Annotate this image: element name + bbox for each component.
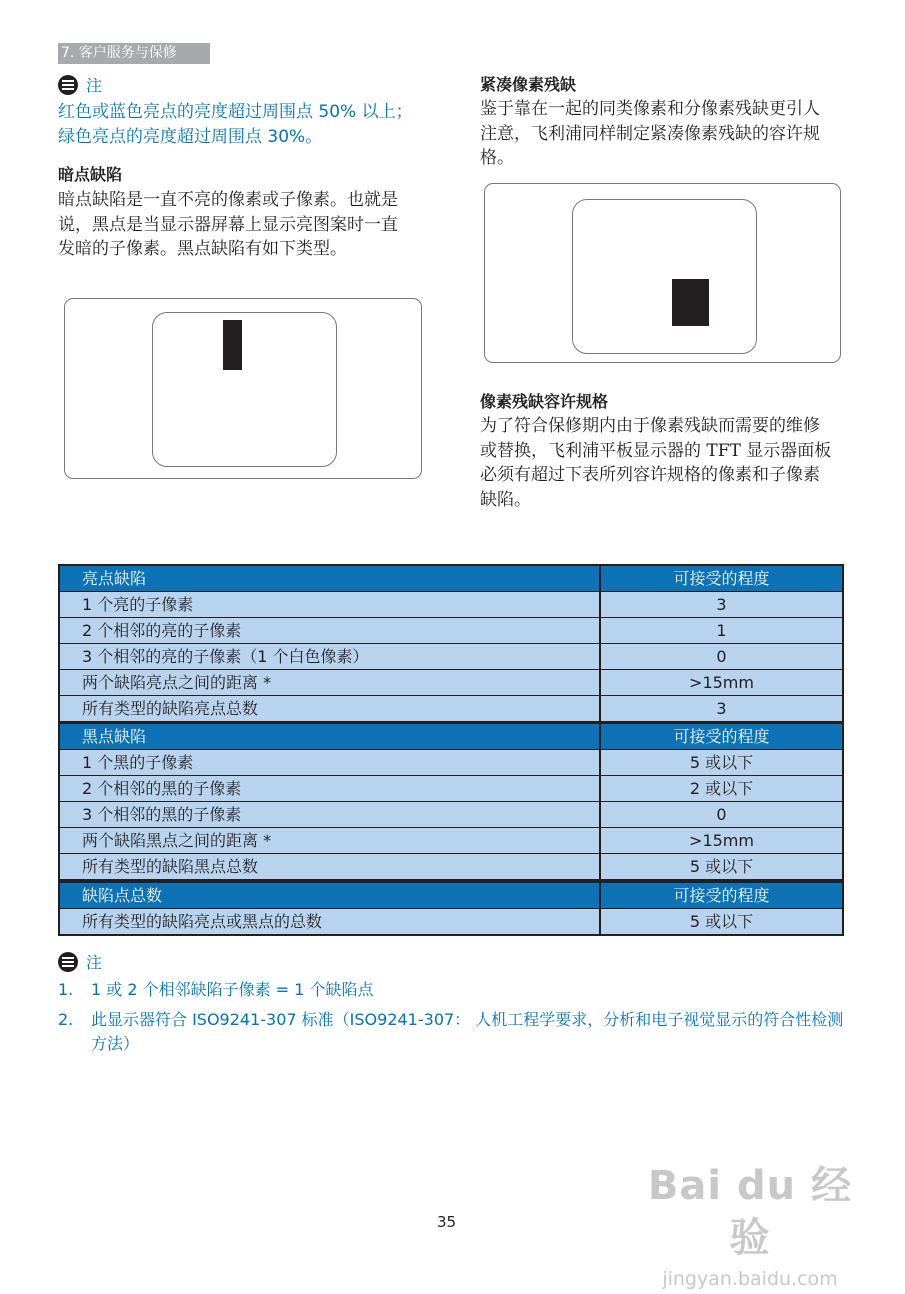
table-cell: 2 个相邻的黑的子像素 <box>60 776 601 801</box>
header-cell: 可接受的程度 <box>673 569 770 588</box>
compact-defect-illustration <box>484 183 841 363</box>
table-row <box>60 801 842 827</box>
bright-dot-table <box>58 564 844 723</box>
table-cell: 3 <box>716 699 727 718</box>
footnote-number: 2. <box>58 1010 74 1029</box>
watermark <box>640 1160 860 1290</box>
screen-illustration <box>152 312 337 467</box>
footnote-number: 1. <box>58 980 74 999</box>
table-header <box>60 724 842 749</box>
table-row <box>60 853 842 879</box>
table-cell: 3 个相邻的亮的子像素（1 个白色像素） <box>60 644 601 669</box>
compact-defect-heading: 紧凑像素残缺 <box>480 75 577 94</box>
note-icon <box>58 952 78 972</box>
footnote-text: 1 或 2 个相邻缺陷子像素 = 1 个缺陷点 <box>91 980 374 999</box>
table-cell: 两个缺陷亮点之间的距离 * <box>60 670 601 695</box>
table-header <box>60 883 842 908</box>
tolerance-heading: 像素残缺容许规格 <box>480 392 609 411</box>
table-cell: 所有类型的缺陷亮点或黑点的总数 <box>60 909 601 934</box>
table-cell: 3 <box>716 595 727 614</box>
table-cell: 5 或以下 <box>689 857 754 876</box>
dark-dot-illustration <box>64 298 422 479</box>
tolerance-paragraph: 为了符合保修期内由于像素残缺而需要的维修或替换，飞利浦平板显示器的 TFT 显示器面板必须有超过下表所列容许规格的像素和子像素缺陷。 <box>480 416 832 510</box>
table-row <box>60 643 842 669</box>
table-row <box>60 591 842 617</box>
footnote-text: 此显示器符合 ISO9241-307 标准（ISO9241-307： 人机工程学要求，分析和电子视觉显示的符合性检测方法） <box>91 1010 844 1053</box>
table-cell: 3 个相邻的黑的子像素 <box>60 802 601 827</box>
watermark-url: jingyan.baidu.com <box>662 1268 838 1290</box>
table-row <box>60 617 842 643</box>
table-cell: 5 或以下 <box>689 912 754 931</box>
bottom-note-heading <box>58 950 102 973</box>
note-heading <box>58 73 102 96</box>
table-cell: 1 个亮的子像素 <box>60 592 601 617</box>
total-defect-table <box>58 881 844 936</box>
table-cell: 两个缺陷黑点之间的距离 * <box>60 828 601 853</box>
footnote-item <box>58 1008 848 1056</box>
compact-defect-paragraph: 鉴于靠在一起的同类像素和分像素残缺更引人注意，飞利浦同样制定紧凑像素残缺的容许规格。 <box>480 99 820 168</box>
dark-dot-heading: 暗点缺陷 <box>58 165 123 184</box>
note-label: 注 <box>86 76 103 95</box>
table-cell: 1 <box>716 621 727 640</box>
note-label: 注 <box>86 953 103 972</box>
dark-dot-table <box>58 722 844 881</box>
table-cell: >15mm <box>689 673 754 692</box>
table-row <box>60 827 842 853</box>
dark-pixel-cluster <box>672 279 709 326</box>
table-row <box>60 669 842 695</box>
page-number: 35 <box>437 1213 457 1231</box>
screen-illustration <box>572 199 757 354</box>
header-cell: 亮点缺陷 <box>60 566 601 591</box>
table-cell: 2 或以下 <box>689 779 754 798</box>
note-text: 红色或蓝色亮点的亮度超过周围点 50% 以上；绿色亮点的亮度超过周围点 30%。 <box>58 102 413 147</box>
table-cell: 0 <box>716 647 727 666</box>
footnote-item <box>58 978 848 1002</box>
table-cell: 0 <box>716 805 727 824</box>
table-row <box>60 908 842 934</box>
dark-dot-paragraph: 暗点缺陷是一直不亮的像素或子像素。也就是说，黑点是当显示器屏幕上显示亮图案时一直发暗的子像素。黑点缺陷有如下类型。 <box>58 190 398 259</box>
footnote-list <box>58 978 848 1062</box>
table-row <box>60 695 842 721</box>
header-cell: 可接受的程度 <box>673 727 770 746</box>
note-icon <box>58 75 78 95</box>
table-row <box>60 775 842 801</box>
table-cell: >15mm <box>689 831 754 850</box>
watermark-logo: Bai du 经验 <box>647 1163 853 1261</box>
section-tab: 7. 客户服务与保修 <box>58 43 210 64</box>
header-cell: 黑点缺陷 <box>60 724 601 749</box>
header-cell: 缺陷点总数 <box>60 883 601 908</box>
table-cell: 所有类型的缺陷黑点总数 <box>60 854 601 879</box>
table-cell: 1 个黑的子像素 <box>60 750 601 775</box>
table-cell: 5 或以下 <box>689 753 754 772</box>
table-cell: 2 个相邻的亮的子像素 <box>60 618 601 643</box>
table-cell: 所有类型的缺陷亮点总数 <box>60 696 601 721</box>
dark-subpixel <box>223 320 242 370</box>
table-header <box>60 566 842 591</box>
table-row <box>60 749 842 775</box>
header-cell: 可接受的程度 <box>673 886 770 905</box>
